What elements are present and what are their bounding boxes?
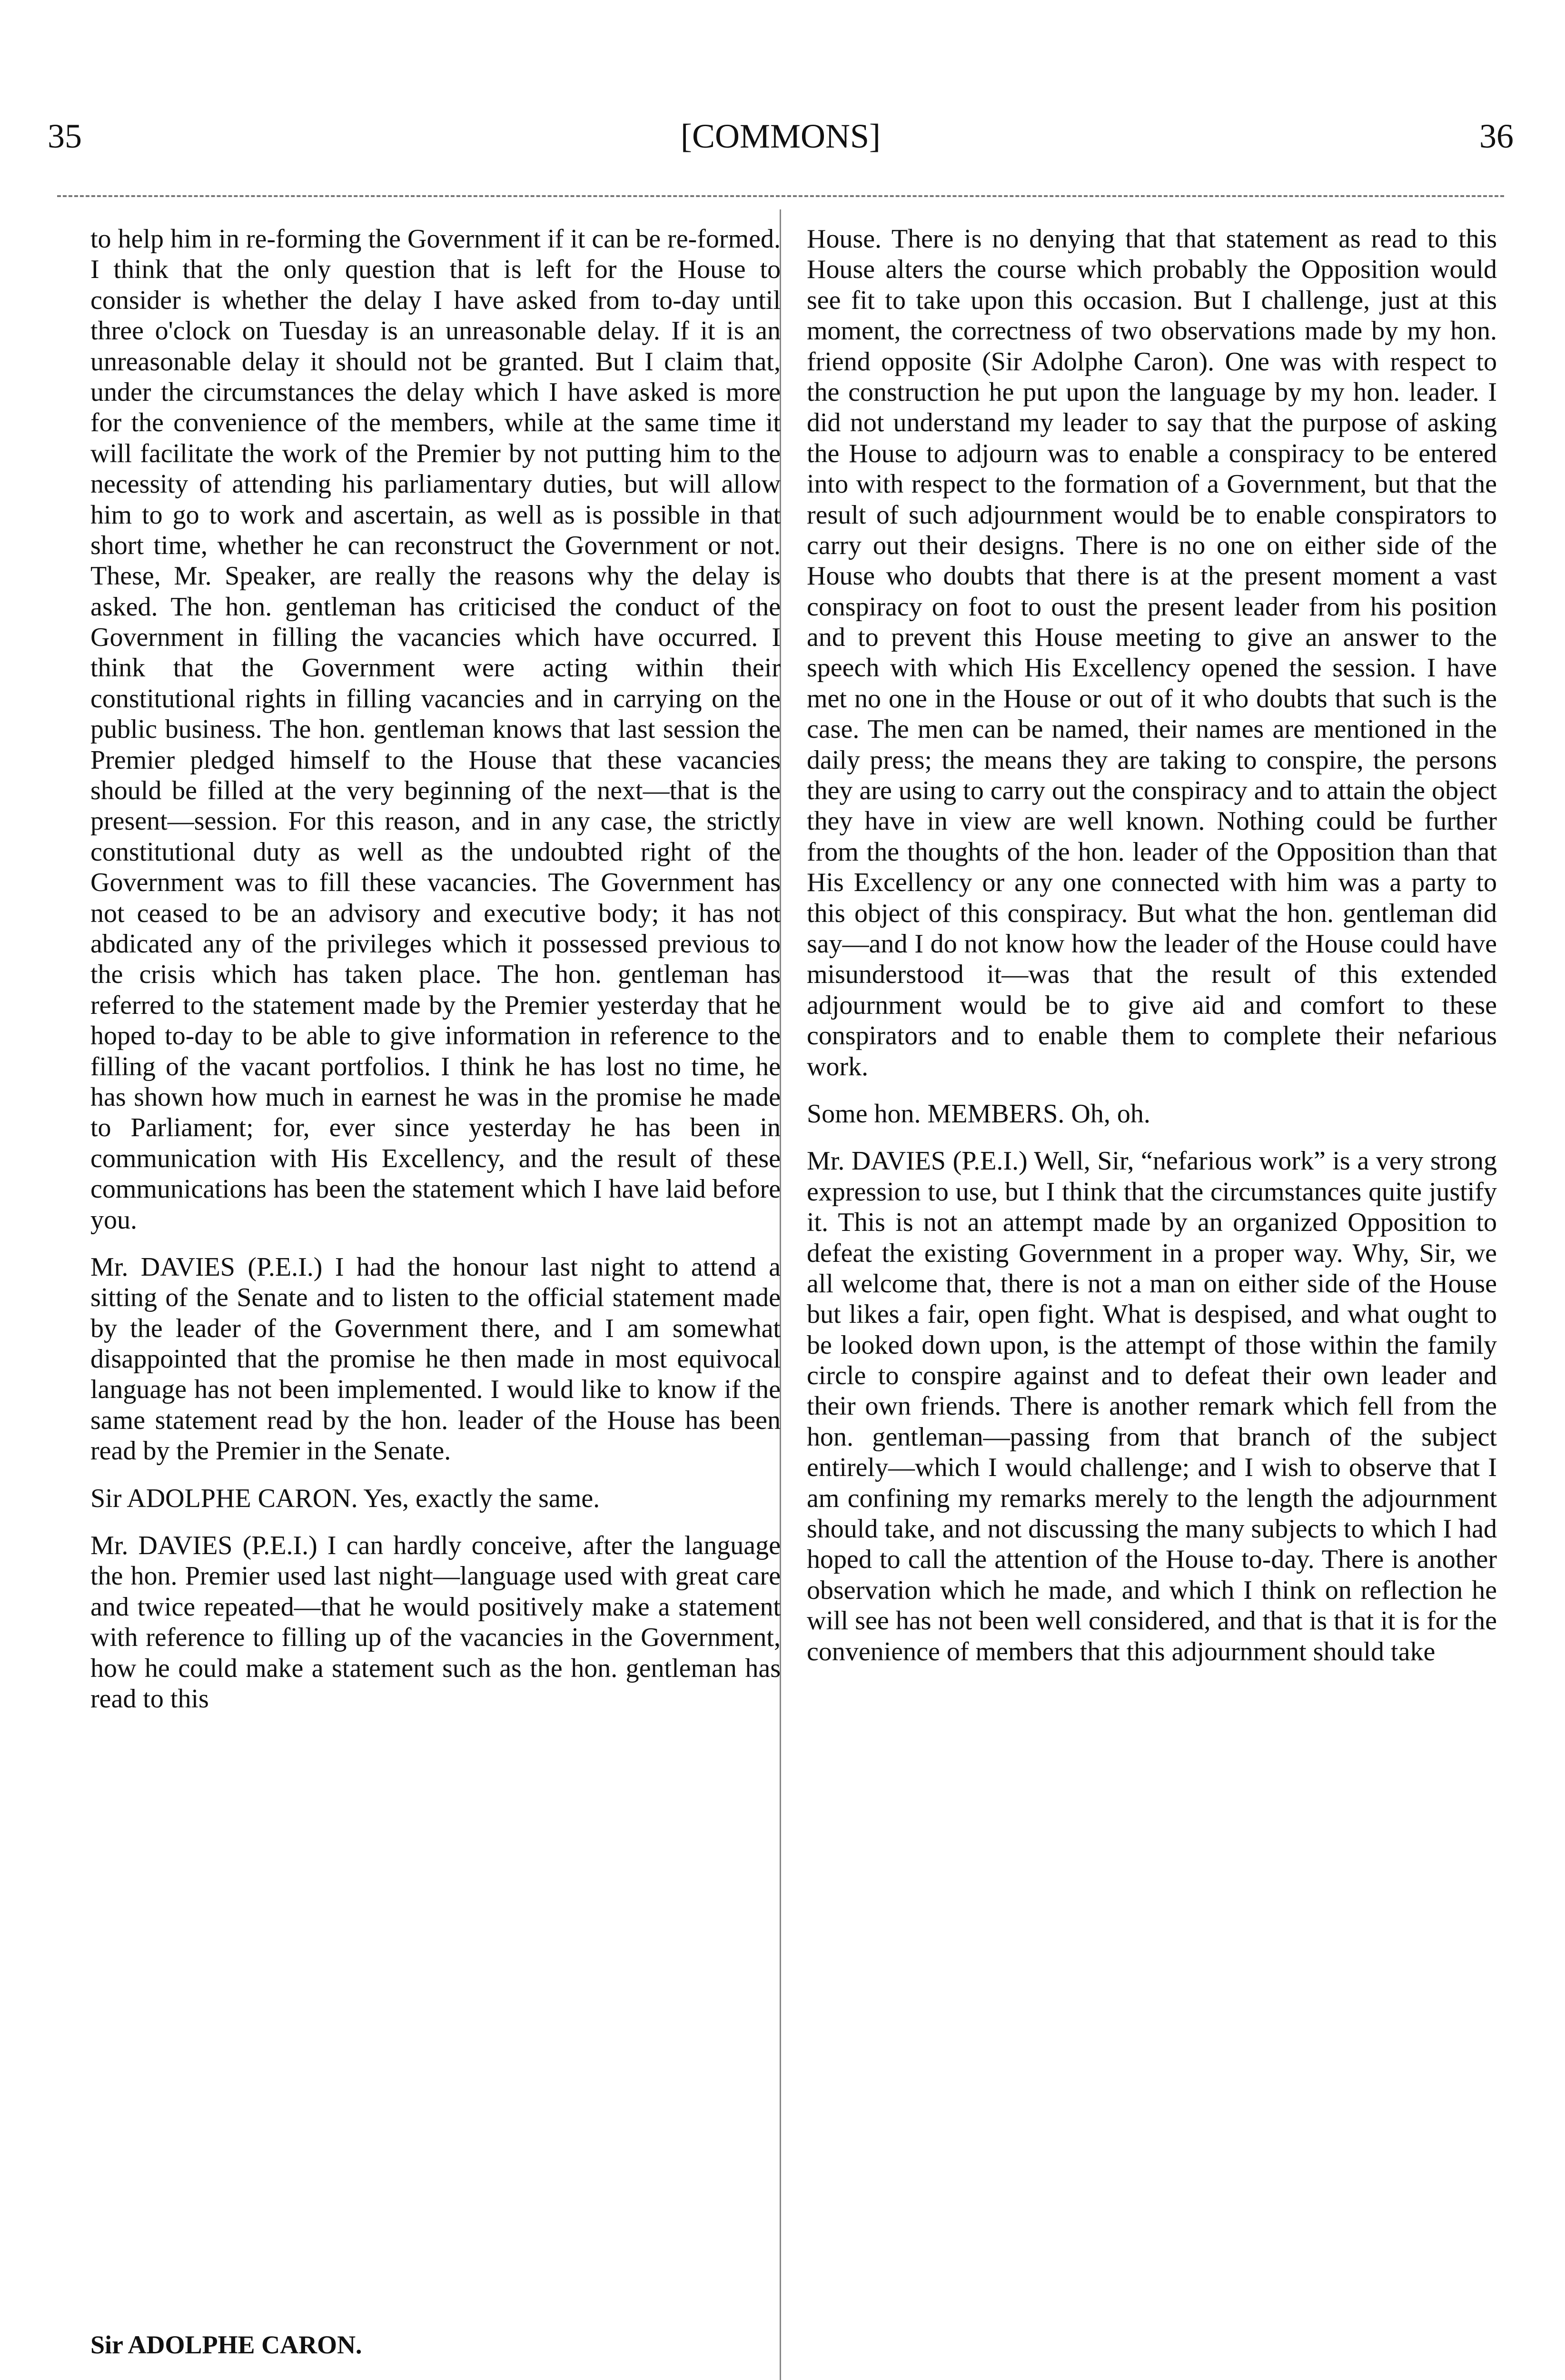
page-header bbox=[48, 105, 1514, 171]
speech-paragraph: Some hon. MEMBERS. Oh, oh. bbox=[807, 1099, 1150, 1129]
speech-paragraph: Mr. DAVIES (P.E.I.) Well, Sir, “nefarious work” is a very strong expression to use, but I think that the circumstances quite justify it. This is not an attempt made by an organized Opposition to defeat the existing Government in a proper way. Why, Sir, we all welcome that, there is not a man on either side of the House but likes a fair, open fight. What is despised, and what ought to be looked down upon, is the attempt of those within the family circle to conspire against and to defeat their own leader and their own friends. There is another remark which fell from the hon. gentleman—passing from that branch of the subject entirely—which I would challenge; and I wish to observe that I am confining my remarks merely to the length the adjournment should take, and not discussing the many subjects to which I had hoped to call the attention of the House to-day. There is another observation which he made, and which I think on reflection he will see has not been well considered, and that is that it is for the convenience of members that this adjournment should take bbox=[807, 1146, 1497, 1666]
paragraph: to help him in re-forming the Government if it can be re-formed. I think that the only question that is left for the House to consider is whether the delay I have asked from to-day until three o'clock on Tuesday is an unreasonable delay. If it is an unreasonable delay it should not be granted. But I claim that, under the circumstances the delay which I have asked is more for the convenience of the members, while at the same time it will facilitate the work of the Premier by not putting him to the necessity of attending his parliamentary duties, but will allow him to go to work and ascertain, as well as is possible in that short time, whether he can reconstruct the Government or not. These, Mr. Speaker, are really the reasons why the delay is asked. The hon. gentleman has criticised the conduct of the Government in filling the vacancies which have occurred. I think that the Government were acting within their constitutional rights in filling vacancies and in carrying on the public business. The hon. gentleman knows that last session the Premier pledged himself to the House that these vacancies should be filled at the very beginning of the next—that is the present—session. For this reason, and in any case, the strictly constitutional duty as well as the undoubted right of the Government was to fill these vacancies. The Government has not ceased to be an advisory and executive body; it has not abdicated any of the privileges which it possessed previous to the crisis which has taken place. The hon. gentleman has referred to the statement made by the Premier yesterday that he hoped to-day to be able to give information in reference to the filling of the vacant portfolios. I think he has lost no time, he has shown how much in earnest he was in the promise he made to Parliament; for, ever since yesterday he has been in communication with His Excellency, and the result of these communications has been the statement which I have laid before you. bbox=[90, 224, 781, 1235]
header-rule bbox=[57, 195, 1504, 197]
left-column bbox=[90, 224, 781, 1731]
speech-paragraph: Mr. DAVIES (P.E.I.) I had the honour last night to attend a sitting of the Senate and to listen to the official statement made by the leader of the Government there, and I am somewhat disappointed that the promise he then made in most equivocal language has not been implemented. I would like to know if the same statement read by the hon. leader of the House has been read by the Premier in the Senate. bbox=[90, 1252, 781, 1466]
speech-paragraph: Sir ADOLPHE CARON. Yes, exactly the same. bbox=[90, 1483, 600, 1513]
speech-paragraph: Mr. DAVIES (P.E.I.) I can hardly conceive, after the language the hon. Premier used last night—language used with great care and twice repeated—that he would positively make a statement with reference to filling up of the vacancies in the Government, how he could make a statement such as the hon. gentleman has read to this bbox=[90, 1531, 781, 1714]
page-number-left: 35 bbox=[48, 117, 82, 155]
right-column bbox=[807, 224, 1497, 1684]
running-head: [COMMONS] bbox=[680, 117, 881, 155]
page-number-right: 36 bbox=[1479, 117, 1514, 155]
paragraph: House. There is no denying that that statement as read to this House alters the course which probably the Opposition would see fit to take upon this occasion. But I challenge, just at this moment, the correctness of two observations made by my hon. friend opposite (Sir Adolphe Caron). One was with respect to the construction he put upon the language by my hon. leader. I did not understand my leader to say that the purpose of asking the House to adjourn was to enable a conspiracy to be entered into with respect to the formation of a Government, but that the result of such adjournment would be to enable conspirators to carry out their designs. There is no one on either side of the House who doubts that there is at the present moment a vast conspiracy on foot to oust the present leader from his position and to prevent this House meeting to give an answer to the speech with which His Excellency opened the session. I have met no one in the House or out of it who doubts that such is the case. The men can be named, their names are mentioned in the daily press; the means they are taking to conspire, the persons they are using to carry out the conspiracy and to attain the object they have in view are well known. Nothing could be further from the thoughts of the hon. leader of the Opposition than that His Excellency or any one connected with him was a party to this object of this conspiracy. But what the hon. gentleman did say—and I do not know how the leader of the House could have misunderstood it—was that the result of this extended adjournment would be to give aid and comfort to these conspirators and to enable them to complete their nefarious work. bbox=[807, 224, 1497, 1081]
catchword: Sir ADOLPHE CARON. bbox=[90, 2330, 362, 2359]
